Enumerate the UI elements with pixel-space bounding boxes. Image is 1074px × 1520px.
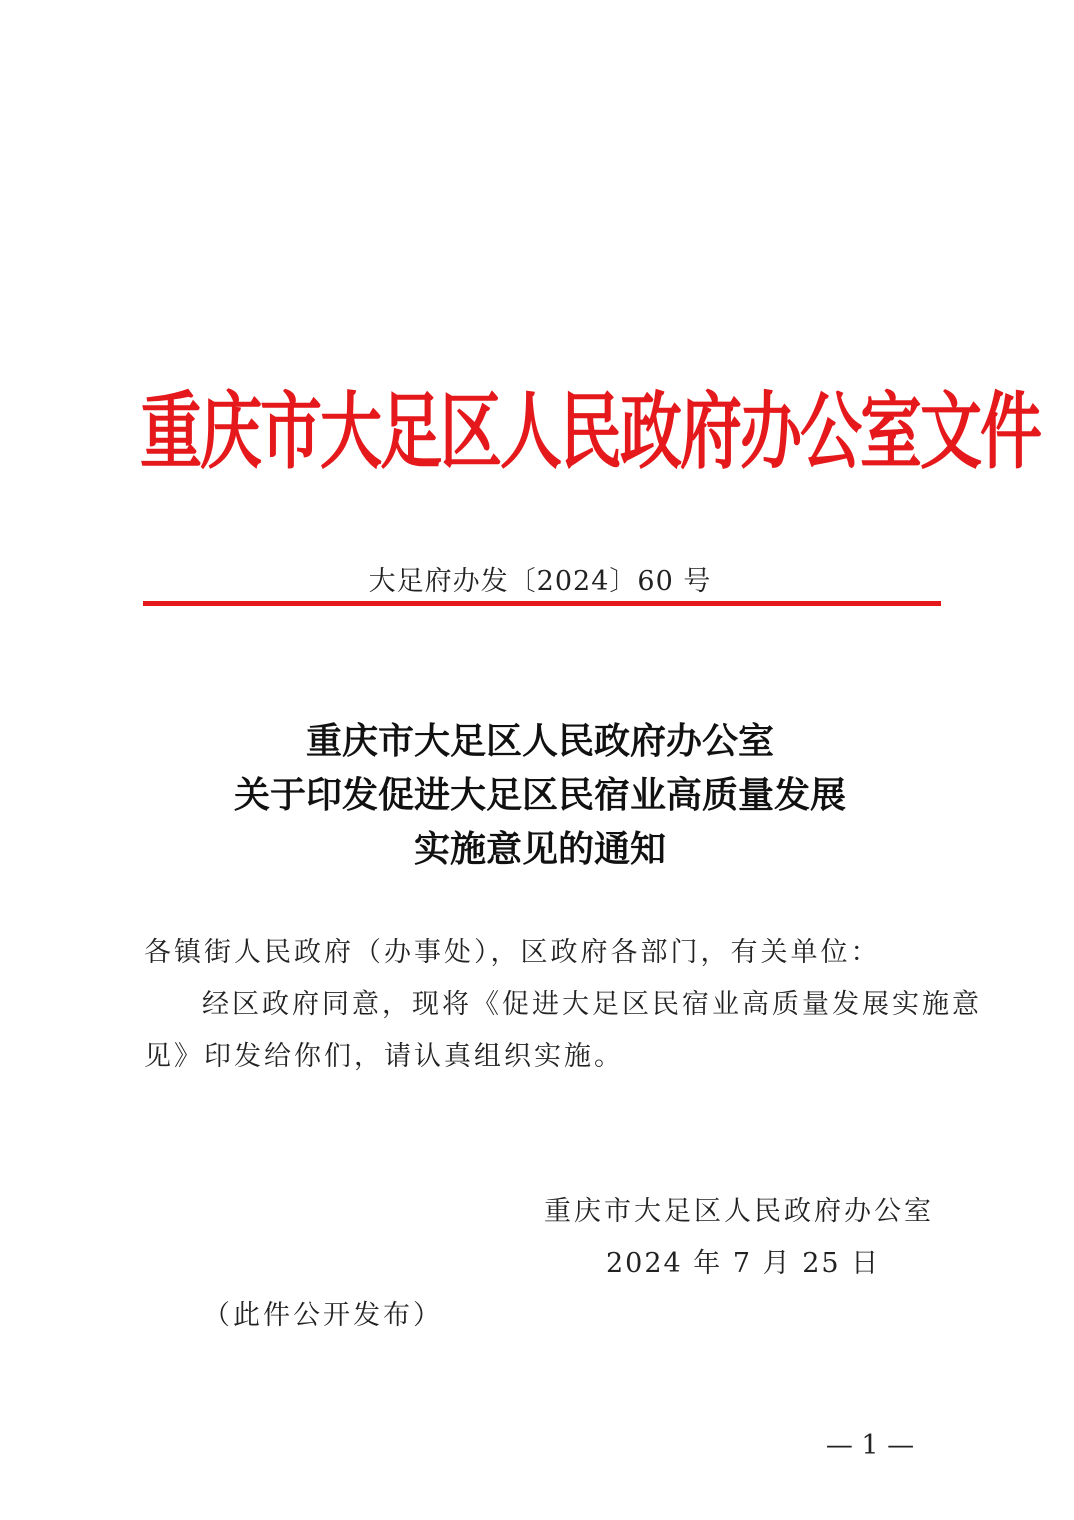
page-number: — 1 — — [825, 1430, 915, 1461]
body-paragraph-line-1: 经区政府同意，现将《促进大足区民宿业高质量发展实施意 — [202, 989, 982, 1020]
signature-organization: 重庆市大足区人民政府办公室 — [544, 1196, 934, 1227]
publication-note: （此件公开发布） — [203, 1300, 443, 1331]
notice-title-line-3: 实施意见的通知 — [413, 828, 666, 870]
notice-title-line-2: 关于印发促进大足区民宿业高质量发展 — [233, 774, 846, 816]
signature-date: 2024 年 7 月 25 日 — [606, 1248, 881, 1279]
red-separator-line — [143, 601, 941, 606]
notice-title — [140, 714, 940, 876]
body-paragraph-line-2: 见》印发给你们，请认真组织实施。 — [144, 1041, 624, 1072]
masthead-title: 重庆市大足区人民政府办公室文件 — [140, 382, 1041, 481]
document-number: 大足府办发〔2024〕60 号 — [368, 566, 712, 597]
salutation: 各镇街人民政府（办事处），区政府各部门，有关单位： — [144, 937, 881, 968]
notice-title-line-1: 重庆市大足区人民政府办公室 — [305, 720, 774, 762]
